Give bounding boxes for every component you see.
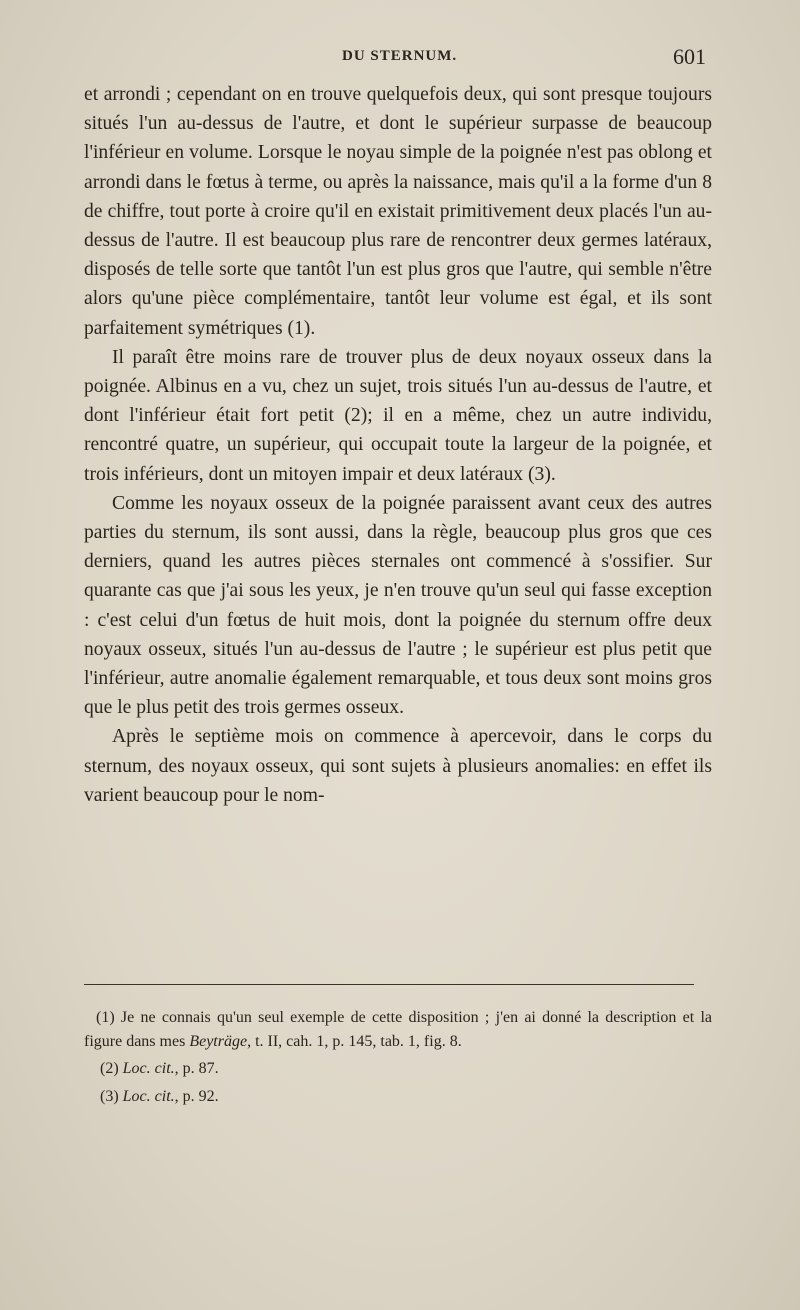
footnote-2-title: Loc. cit. [122,1060,175,1077]
page-header [82,44,714,74]
paragraph-continuation: et arrondi ; cependant on en trouve quelquefois deux, qui sont presque toujours situés l'un au-dessus de l'autre, et dont le supérieur surpasse de beaucoup l'inférieur en volume. Lorsque le noyau simple de la poignée n'est pas oblong et arrondi dans le fœtus à terme, ou après la naissance, mais qu'il a la forme d'un 8 de chiffre, tout porte à croire qu'il en existait primitivement deux placés l'un au-dessus de l'autre. Il est beaucoup plus rare de rencontrer deux germes latéraux, disposés de telle sorte que tantôt l'un est plus gros que l'autre, qui semble n'être alors qu'une pièce complémentaire, tantôt leur volume est égal, et ils sont parfaitement symétriques (1). [84,84,712,339]
running-head: DU STERNUM. [342,48,458,64]
footnote-2-mark: (2) [100,1060,119,1077]
footnote-3-ref: , p. 92. [174,1087,219,1105]
paragraph-albinus: Il paraît être moins rare de trouver plus de deux noyaux osseux dans la poignée. Albinus en a vu, chez un sujet, trois situés l'un au-dessus de l'autre, et dont l'inférieur était fort petit (2); il en a même, chez un autre individu, rencontré quatre, un supérieur, qui occupait toute la largeur de la poignée, et trois inférieurs, dont un mitoyen impair et deux latéraux (3). [84,346,712,485]
footnote-3 [84,1085,712,1109]
footnote-2 [84,1057,712,1081]
footnote-3-title: Loc. cit. [122,1087,175,1105]
footnote-3-mark: (3) [100,1087,119,1105]
main-text [84,80,712,810]
footnote-1-title: Beyträge [189,1032,248,1050]
paragraph-seventh-month: Après le septième mois on commence à apercevoir, dans le corps du sternum, des noyaux osseux, qui sont sujets à plusieurs anomalies: en effet ils varient beaucoup pour le nom- [84,726,712,806]
paragraph-ossification-order: Comme les noyaux osseux de la poignée paraissent avant ceux des autres parties du sternum, ils sont aussi, dans la règle, beaucoup plus gros que ces derniers, quand les autres pièces sternales ont commencé à s'ossifier. Sur quarante cas que j'ai sous les yeux, je n'en trouve qu'un seul qui fasse exception : c'est celui d'un fœtus de huit mois, dont la poignée du sternum offre deux noyaux osseux, situés l'un au-dessus de l'autre ; le supérieur est plus petit que l'inférieur, autre anomalie également remarquable, et tous deux sont moins gros que le plus petit des trois germes osseux. [84,492,712,719]
footnote-1-ref: , t. II, cah. 1, p. 145, tab. 1, fig. 8. [247,1032,462,1050]
footnote-1-mark: (1) [96,1009,115,1026]
footnotes [84,1006,712,1108]
page-number: 601 [673,44,706,69]
footnote-separator [84,984,694,985]
footnote-1 [84,1006,712,1053]
footnote-2-ref: , p. 87. [174,1060,219,1077]
footnote-1-text: Je ne connais qu'un seul exemple de cette disposition ; j'en ai donné la description et la figure dans mes [84,1009,712,1050]
